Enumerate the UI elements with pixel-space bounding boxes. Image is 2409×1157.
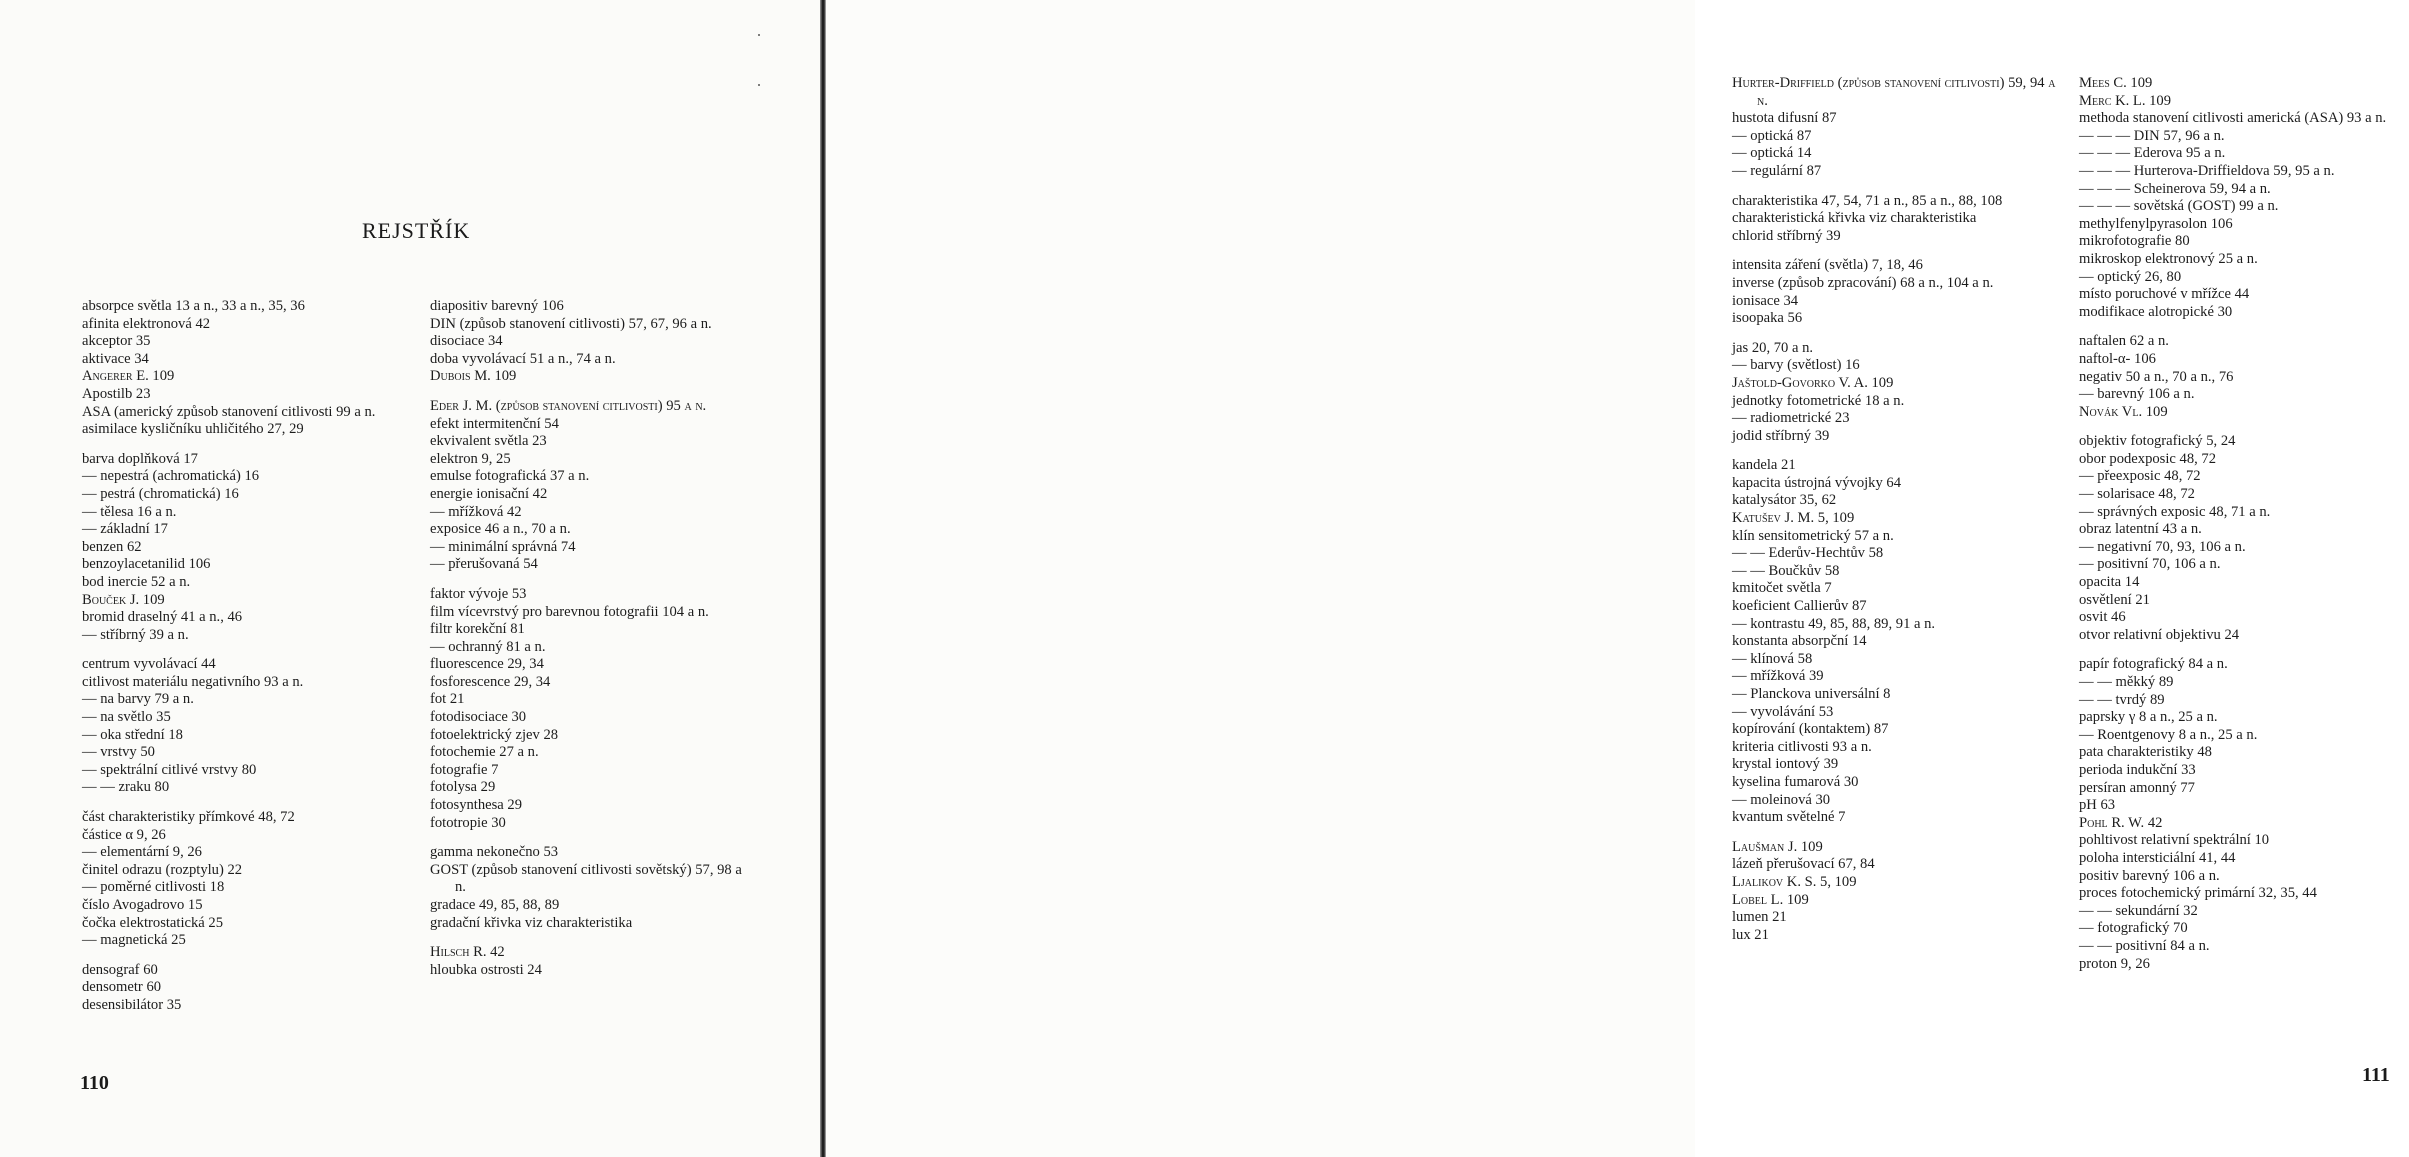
index-entry: kmitočet světla 7 [1732, 580, 1832, 597]
index-entry: — vyvolávání 53 [1732, 703, 1834, 720]
page-number-right: 111 [2362, 1064, 2390, 1086]
index-entry: Bouček J. 109 [82, 591, 165, 608]
index-entry: lumen 21 [1732, 909, 1787, 926]
index-entry: negativ 50 a n., 70 a n., 76 [2079, 368, 2234, 385]
index-entry: gradační křivka viz charakteristika [430, 914, 633, 931]
index-entry: emulse fotografická 37 a n. [430, 468, 590, 485]
index-entry: benzen 62 [82, 538, 142, 555]
index-entry: kopírování (kontaktem) 87 [1732, 721, 1889, 738]
index-entry: disociace 34 [430, 333, 503, 350]
index-entry: film vícevrstvý pro barevnou fotografii 104 a n. [430, 603, 709, 620]
index-entry: pata charakteristiky 48 [2079, 744, 2212, 761]
index-entry: — — měkký 89 [2079, 674, 2174, 690]
index-entry: — barevný 106 a n. [2079, 386, 2195, 403]
index-entry: bod inercie 52 a n. [82, 573, 191, 590]
index-entry: krystal iontový 39 [1732, 756, 1839, 773]
index-entry: — — zraku 80 [82, 779, 170, 796]
index-entry: — barvy (světlost) 16 [1732, 357, 1860, 374]
index-entry: osvit 46 [2079, 609, 2126, 626]
index-entry: benzoylacetanilid 106 [82, 556, 211, 573]
index-column-4 [2079, 75, 2409, 973]
index-entry: fluorescence 29, 34 [430, 656, 544, 673]
index-entry: filtr korekční 81 [430, 621, 525, 638]
index-entry: proton 9, 26 [2079, 955, 2150, 972]
index-entry: — optický 26, 80 [2079, 268, 2182, 285]
index-entry: část charakteristiky přímkové 48, 72 [82, 809, 295, 826]
page-number-left: 110 [80, 1072, 109, 1094]
index-entry: lux 21 [1732, 926, 1769, 943]
index-entry: — radiometrické 23 [1732, 410, 1850, 427]
index-entry: naftalen 62 a n. [2079, 333, 2169, 350]
index-entry: hloubka ostrosti 24 [430, 961, 542, 978]
index-entry: kriteria citlivosti 93 a n. [1732, 738, 1872, 755]
index-entry: Lobel L. 109 [1732, 891, 1809, 908]
index-entry: — oka střední 18 [82, 726, 183, 743]
index-entry: fotoelektrický zjev 28 [430, 726, 559, 743]
index-entry: — elementární 9, 26 [82, 844, 202, 861]
index-entry: činitel odrazu (rozptylu) 22 [82, 861, 243, 878]
index-entry: naftol-α- 106 [2079, 350, 2156, 367]
index-entry: místo poruchové v mřížce 44 [2079, 286, 2250, 303]
index-entry: fotolysa 29 [430, 779, 496, 796]
index-entry: kvantum světelné 7 [1732, 809, 1846, 826]
index-entry: — optická 14 [1732, 145, 1812, 162]
index-entry: lázeň přerušovací 67, 84 [1732, 856, 1875, 873]
index-entry: — Planckova universální 8 [1732, 686, 1891, 702]
index-entry: doba vyvolávací 51 a n., 74 a n. [430, 350, 616, 367]
index-entry: — negativní 70, 93, 106 a n. [2079, 538, 2246, 555]
index-entry: Hilsch R. 42 [430, 944, 505, 961]
index-entry: charakteristika 47, 54, 71 a n., 85 a n., 88, 108 [1732, 192, 2003, 209]
index-entry: Mees C. 109 [2079, 75, 2153, 91]
index-entry: — spektrální citlivé vrstvy 80 [82, 761, 257, 778]
index-entry: — fotografický 70 [2079, 920, 2188, 937]
index-entry: gradace 49, 85, 88, 89 [430, 897, 560, 913]
index-entry: číslo Avogadrovo 15 [82, 897, 203, 913]
index-entry: Angerer E. 109 [82, 368, 175, 385]
index-column-2 [430, 298, 752, 979]
index-entry: fotochemie 27 a n. [430, 744, 539, 761]
index-entry: akceptor 35 [82, 333, 151, 350]
index-entry: mikroskop elektronový 25 a n. [2079, 250, 2258, 267]
index-entry: fosforescence 29, 34 [430, 673, 551, 690]
index-entry: osvětlení 21 [2079, 591, 2150, 608]
index-entry: — vrstvy 50 [82, 744, 155, 761]
index-entry: kyselina fumarová 30 [1732, 773, 1859, 790]
index-entry: katalysátor 35, 62 [1732, 492, 1837, 509]
index-entry: — přeexposic 48, 72 [2079, 468, 2201, 485]
index-entry: fot 21 [430, 691, 465, 708]
index-entry: Jaštold-Govorko V. A. 109 [1732, 374, 1894, 391]
index-entry: — — tvrdý 89 [2079, 691, 2165, 708]
index-entry: chlorid stříbrný 39 [1732, 227, 1841, 244]
index-entry: — kontrastu 49, 85, 88, 89, 91 a n. [1732, 615, 1936, 632]
index-entry: — optická 87 [1732, 127, 1812, 144]
index-entry: inverse (způsob zpracování) 68 a n., 104 a n. [1732, 274, 1994, 291]
index-entry: mikrofotografie 80 [2079, 233, 2190, 250]
index-entry: fotografie 7 [430, 761, 499, 778]
index-entry: — Roentgenovy 8 a n., 25 a n. [2079, 726, 2258, 743]
index-entry: — klínová 58 [1732, 650, 1813, 667]
index-column-1 [82, 298, 395, 1015]
left-page [0, 0, 820, 1157]
index-entry: Novák Vl. 109 [2079, 403, 2168, 420]
index-entry: — — sekundární 32 [2079, 902, 2198, 919]
index-entry: — mřížková 42 [430, 503, 522, 520]
index-entry: hustota difusní 87 [1732, 110, 1837, 127]
paper-speck [758, 84, 760, 86]
index-entry: — mřížková 39 [1732, 668, 1824, 685]
index-entry: poloha intersticiální 41, 44 [2079, 849, 2236, 866]
index-entry: — správných exposic 48, 71 a n. [2079, 503, 2271, 520]
index-entry: diapositiv barevný 106 [430, 298, 564, 314]
index-entry: konstanta absorpční 14 [1732, 633, 1867, 650]
index-entry: — na barvy 79 a n. [82, 691, 194, 708]
index-entry: — na světlo 35 [82, 709, 171, 726]
index-entry: isoopaka 56 [1732, 310, 1803, 327]
index-column-3 [1732, 75, 2058, 944]
index-entry: obor podexposic 48, 72 [2079, 450, 2217, 467]
index-entry: asimilace kysličníku uhličitého 27, 29 [82, 421, 304, 438]
index-entry: — stříbrný 39 a n. [82, 626, 189, 643]
index-entry: methylfenylpyrasolon 106 [2079, 215, 2233, 232]
index-entry: GOST (způsob stanovení citlivosti sovětský) 57, 98 a n. [430, 861, 742, 896]
index-entry: obraz latentní 43 a n. [2079, 521, 2202, 538]
index-entry: afinita elektronová 42 [82, 315, 211, 332]
paper-speck [758, 34, 760, 36]
index-entry: Laušman J. 109 [1732, 838, 1823, 855]
index-entry: fototropie 30 [430, 814, 506, 831]
index-entry: — pestrá (chromatická) 16 [82, 485, 239, 502]
index-entry: absorpce světla 13 a n., 33 a n., 35, 36 [82, 298, 305, 314]
index-entry: čočka elektrostatická 25 [82, 914, 224, 931]
index-entry: — — — Hurterova-Driffieldova 59, 95 a n. [2079, 162, 2335, 179]
index-entry: — — Boučkův 58 [1732, 562, 1840, 579]
index-entry: faktor vývoje 53 [430, 585, 527, 602]
index-entry: perioda indukční 33 [2079, 761, 2196, 778]
index-entry: Apostilb 23 [82, 385, 151, 402]
index-entry: bromid draselný 41 a n., 46 [82, 609, 243, 626]
index-entry: intensita záření (světla) 7, 18, 46 [1732, 257, 1923, 274]
index-entry: pohltivost relativní spektrální 10 [2079, 832, 2270, 849]
index-entry: DIN (způsob stanovení citlivosti) 57, 67, 96 a n. [430, 315, 712, 332]
index-entry: gamma nekonečno 53 [430, 844, 559, 861]
index-entry: otvor relativní objektivu 24 [2079, 626, 2240, 643]
index-entry: ASA (americký způsob stanovení citlivosti 99 a n. [82, 403, 376, 420]
index-entry: desensibilátor 35 [82, 996, 182, 1013]
index-entry: positiv barevný 106 a n. [2079, 867, 2220, 884]
index-entry: — přerušovaná 54 [430, 556, 538, 573]
index-entry: kapacita ústrojná vývojky 64 [1732, 474, 1902, 491]
index-entry: — — — Ederova 95 a n. [2079, 145, 2226, 162]
index-entry: Pohl R. W. 42 [2079, 814, 2163, 831]
page-title: REJSTŘÍK [362, 218, 471, 243]
index-entry: fotodisociace 30 [430, 709, 527, 726]
index-entry: modifikace alotropické 30 [2079, 303, 2233, 320]
index-entry: paprsky γ 8 a n., 25 a n. [2079, 709, 2218, 726]
index-entry: barva doplňková 17 [82, 450, 198, 467]
index-entry: proces fotochemický primární 32, 35, 44 [2079, 885, 2317, 902]
index-entry: ionisace 34 [1732, 292, 1799, 309]
index-entry: objektiv fotografický 5, 24 [2079, 433, 2236, 450]
index-entry: — ochranný 81 a n. [430, 638, 546, 655]
index-entry: exposice 46 a n., 70 a n. [430, 521, 571, 538]
index-entry: klín sensitometrický 57 a n. [1732, 527, 1894, 544]
index-entry: densometr 60 [82, 979, 162, 996]
index-entry: energie ionisační 42 [430, 485, 548, 502]
index-entry: densograf 60 [82, 961, 158, 978]
index-entry: methoda stanovení citlivosti americká (ASA) 93 a n. [2079, 110, 2387, 127]
index-entry: jas 20, 70 a n. [1732, 339, 1814, 356]
index-entry: kandela 21 [1732, 457, 1796, 474]
index-entry: částice α 9, 26 [82, 826, 166, 843]
index-entry: — regulární 87 [1732, 162, 1822, 179]
index-entry: persíran amonný 77 [2079, 779, 2195, 796]
index-entry: — nepestrá (achromatická) 16 [82, 468, 260, 485]
index-entry: koeficient Callierův 87 [1732, 598, 1867, 615]
index-entry: — moleinová 30 [1732, 791, 1831, 808]
index-entry: — minimální správná 74 [430, 538, 576, 555]
index-entry: pH 63 [2079, 797, 2116, 814]
index-entry: efekt intermitenční 54 [430, 415, 559, 432]
index-entry: elektron 9, 25 [430, 450, 511, 467]
index-entry: — solarisace 48, 72 [2079, 486, 2195, 503]
index-entry: Merc K. L. 109 [2079, 92, 2172, 109]
index-entry: opacita 14 [2079, 574, 2140, 591]
index-entry: charakteristická křivka viz charakteristika [1732, 210, 1977, 227]
index-entry: centrum vyvolávací 44 [82, 656, 216, 673]
index-entry: — positivní 70, 106 a n. [2079, 556, 2221, 573]
right-page [826, 0, 2390, 1157]
index-entry: — — — Scheinerova 59, 94 a n. [2079, 180, 2271, 197]
index-entry: Ljalikov K. S. 5, 109 [1732, 873, 1857, 890]
index-entry: Katušev J. M. 5, 109 [1732, 510, 1855, 527]
index-entry: Eder J. M. (způsob stanovení citlivosti) 95 a n. [430, 397, 707, 414]
index-entry: — — Ederův-Hechtův 58 [1732, 545, 1884, 562]
index-entry: — magnetická 25 [82, 932, 186, 949]
index-entry: Dubois M. 109 [430, 368, 517, 385]
index-entry: papír fotografický 84 a n. [2079, 656, 2228, 673]
index-entry: — tělesa 16 a n. [82, 503, 177, 520]
index-entry: — — — sovětská (GOST) 99 a n. [2079, 198, 2279, 215]
index-entry: jednotky fotometrické 18 a n. [1732, 392, 1905, 409]
index-entry: fotosynthesa 29 [430, 797, 523, 814]
index-entry: aktivace 34 [82, 350, 149, 367]
index-entry: — základní 17 [82, 521, 168, 538]
index-entry: ekvivalent světla 23 [430, 433, 547, 450]
index-entry: — poměrné citlivosti 18 [82, 879, 225, 896]
index-entry: citlivost materiálu negativního 93 a n. [82, 673, 304, 690]
index-entry: — — positivní 84 a n. [2079, 937, 2210, 954]
index-entry: Hurter-Driffield (způsob stanovení citlivosti) 59, 94 a n. [1732, 75, 2056, 109]
index-entry: — — — DIN 57, 96 a n. [2079, 127, 2225, 144]
index-entry: jodid stříbrný 39 [1732, 427, 1830, 444]
